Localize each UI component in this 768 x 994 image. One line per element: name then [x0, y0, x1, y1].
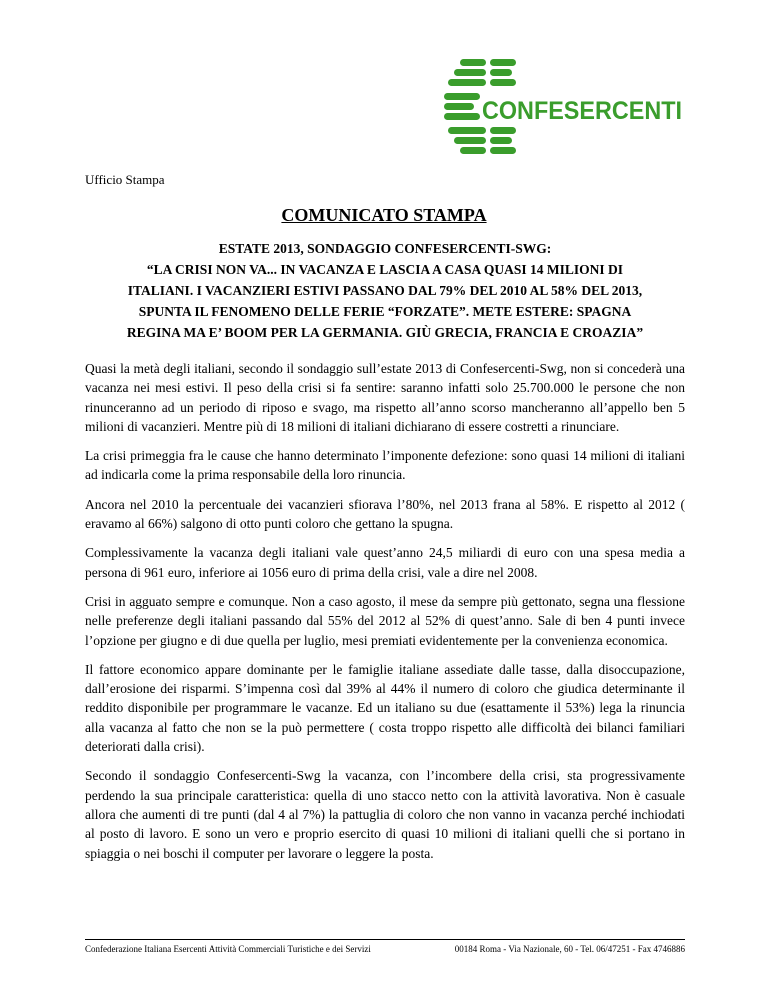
headline-line: “LA CRISI NON VA... IN VACANZA E LASCIA A CASA QUASI 14 MILIONI DI [146, 262, 624, 277]
headline-line: REGINA MA E’ BOOM PER LA GERMANIA. GIÙ GRECIA, FRANCIA E CROAZIA” [126, 325, 644, 340]
paragraph: Secondo il sondaggio Confesercenti-Swg la vacanza, con l’incombere della crisi, sta progressivamente perdendo la sua principale caratteristica: quella di uno stacco netto con la attività lavorativa. Non è casuale allora che aumenti di tre punti (dal 4 al 7%) la pattuglia di coloro che non vanno in vacanza perché inchiodati al posto di lavoro. E sono un vero e proprio esercito di quasi 10 milioni di italiani quelli che si portano in spiaggia o nei boschi il computer per lavorare o leggere la posta. [85, 768, 685, 861]
footer-divider [85, 939, 685, 940]
headline-line: SPUNTA IL FENOMENO DELLE FERIE “FORZATE”. METE ESTERE: SPAGNA [138, 304, 632, 319]
headline-line: ITALIANI. I VACANZIERI ESTIVI PASSANO DAL 79% DEL 2010 AL 58% DEL 2013, [127, 283, 643, 298]
paragraph: Ancora nel 2010 la percentuale dei vacanzieri sfiorava l’80%, nel 2013 frana al 58%. E rispetto al 2012 ( eravamo al 66%) salgono di otto punti coloro che gettano la spugna. [85, 496, 685, 532]
headline-line: ESTATE 2013, SONDAGGIO CONFESERCENTI-SWG: [218, 241, 552, 256]
paragraph: Complessivamente la vacanza degli italiani vale quest’anno 24,5 miliardi di euro con una spesa media a persona di 961 euro, inferiore ai 1056 euro di prima della crisi, vale a dire nel 2008. [85, 545, 685, 580]
office-label: Ufficio Stampa [85, 172, 165, 187]
footer-organization: Confederazione Italiana Esercenti Attività Commerciali Turistiche e dei Servizi [85, 944, 371, 954]
paragraph: Il fattore economico appare dominante per le famiglie italiane assediate dalle tasse, dalla disoccupazione, dall’erosione dei risparmi. S’impenna così dal 39% al 44% il numero di coloro che giudica determinante il reddito disponibile per programmare le vacanze. Ed un italiano su due (esattamente il 53%) lega la rinuncia alla vacanza al fatto che non se la può permettere ( costa troppo rispetto alle difficoltà dei bilanci familiari deteriorati dalla crisi). [85, 661, 685, 755]
footer [85, 944, 685, 954]
headline [85, 238, 685, 343]
body-text [85, 359, 685, 873]
confesercenti-logo [440, 55, 685, 165]
footer-address: 00184 Roma - Via Nazionale, 60 - Tel. 06/47251 - Fax 4746886 [454, 944, 685, 954]
paragraph: Crisi in agguato sempre e comunque. Non a caso agosto, il mese da sempre più gettonato, segna una flessione nelle preferenze degli italiani passando dal 55% del 2012 al 52% di quest’anno. Sale di ben 4 punti invece l’opzione per giugno e di due quella per luglio, mesi premiati evidentemente per la convenienza economica. [85, 593, 685, 648]
paragraph: Quasi la metà degli italiani, secondo il sondaggio sull’estate 2013 di Confesercenti-Swg, non si concederà una vacanza nei mesi estivi. Il peso della crisi si fa sentire: saranno infatti solo 25.700.000 le persone che non rinunceranno ad un periodo di riposo e svago, ma rispetto all’anno scorso mancheranno all’appello ben 5 milioni di vacanzieri. Mentre più di 18 milioni di italiani dichiarano di essere costretti a rinunciare. [85, 361, 685, 434]
document-title: COMUNICATO STAMPA [281, 205, 487, 225]
logo-wordmark: CONFESERCENTI [482, 97, 682, 125]
paragraph: La crisi primeggia fra le cause che hanno determinato l’imponente defezione: sono quasi 14 milioni di italiani ad indicarla come la prima responsabile della loro rinuncia. [85, 448, 685, 483]
